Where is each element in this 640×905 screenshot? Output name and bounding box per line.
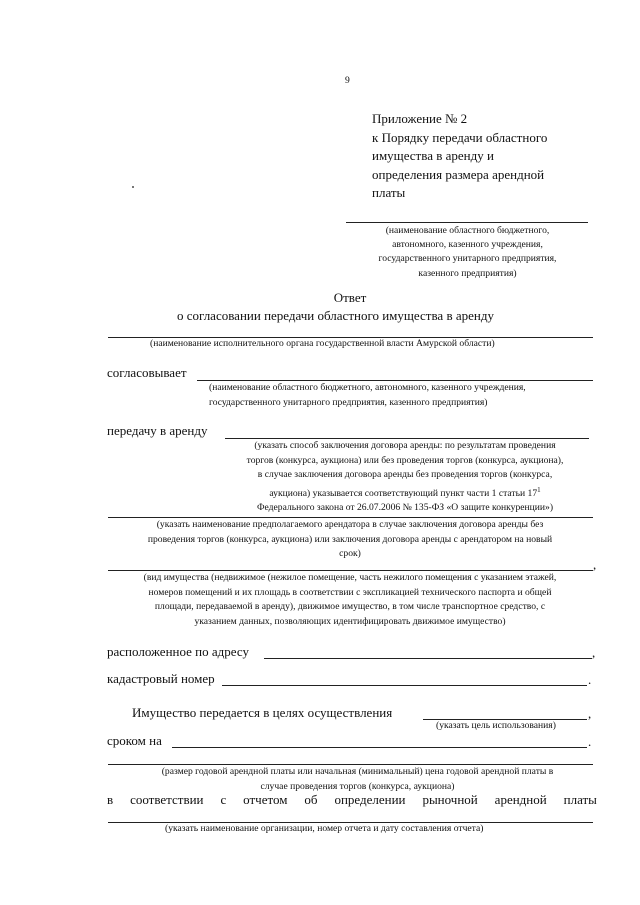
purpose-comma: , (588, 706, 592, 721)
property-hint (100, 571, 600, 629)
term-line (172, 747, 587, 748)
tenant-hint (100, 518, 600, 562)
addressee-hint-line: казенного предприятия) (418, 267, 517, 279)
document-title: Ответ (333, 290, 367, 305)
agrees-hint (209, 381, 526, 410)
transfer-hint (205, 439, 605, 516)
address-line (264, 658, 592, 659)
purpose-hint: (указать цель использования) (436, 720, 556, 731)
report-word: платы (563, 792, 597, 807)
report-word: об (304, 792, 318, 807)
appendix-line: Приложение № 2 (372, 111, 468, 126)
report-hint: (указать наименование организации, номер отчета и дату составления отчета) (165, 823, 484, 834)
report-word: в (107, 792, 114, 807)
address-comma: , (592, 645, 596, 660)
agrees-hint-line: (наименование областного бюджетного, автономного, казенного учреждения, (209, 382, 526, 393)
report-word: рыночной (422, 792, 478, 807)
purpose-label: Имущество передается в целях осуществления (132, 705, 393, 720)
report-word: арендной (494, 792, 547, 807)
property-comma: , (593, 557, 597, 572)
transfer-hint-line: (указать способ заключения договора аренды: по результатам проведения (254, 440, 556, 451)
addressee-hint-line: государственного унитарного предприятия, (378, 253, 557, 265)
addressee-line (346, 222, 588, 223)
appendix-line: имущества в аренду и (372, 148, 494, 163)
term-label: сроком на (107, 733, 162, 748)
document-subtitle: о согласовании передачи областного имущества в аренду (177, 308, 494, 323)
addressee-hint (340, 224, 595, 281)
scan-dot (132, 186, 134, 188)
transfer-hint-text: аукциона) указывается соответствующий пункт части 1 статьи 17 (269, 487, 538, 499)
agrees-hint-line: государственного унитарного предприятия, казенного предприятия) (209, 396, 488, 408)
term-dot: . (588, 734, 592, 749)
addressee-hint-line: автономного, казенного учреждения, (392, 239, 543, 251)
footnote-mark: 1 (537, 485, 541, 494)
rent-hint (110, 765, 605, 794)
appendix-line: платы (372, 185, 406, 200)
transfer-hint-line (205, 483, 605, 502)
cadastral-dot: . (588, 672, 592, 687)
addressee-hint-line: (наименование областного бюджетного, (385, 225, 550, 236)
address-label: расположенное по адресу (107, 644, 249, 659)
property-hint-line: номеров помещений и их площадь в соответствии с экспликацией технического паспорта и общей (148, 586, 552, 598)
tenant-hint-line: (указать наименование предполагаемого арендатора в случае заключения договора аренды без (156, 519, 544, 530)
report-word: определении (334, 792, 406, 807)
report-word: отчетом (243, 792, 288, 807)
page-number: 9 (345, 75, 350, 86)
rent-hint-line: (размер годовой арендной платы или начальная (минимальный) цена годовой арендной платы в (161, 766, 554, 777)
rent-hint-line: случае проведения торгов (конкурса, аукциона) (260, 780, 455, 792)
cadastral-label: кадастровый номер (107, 671, 215, 686)
transfer-label: передачу в аренду (107, 423, 208, 438)
property-hint-line: указанием данных, позволяющих идентифицировать движимое имущество) (194, 615, 506, 627)
property-hint-line: площади, передаваемой в аренду), движимое имущество, в том числе транспортное средство, с (154, 601, 546, 612)
appendix-block (372, 110, 547, 203)
appendix-line: определения размера арендной (372, 166, 545, 182)
transfer-hint-line: торгов (конкурса, аукциона) или без проведения торгов (конкурса, аукциона), (246, 454, 564, 466)
property-hint-line: (вид имущества (недвижимое (нежилое помещение, часть нежилого помещения с указанием этажей, (143, 572, 557, 583)
appendix-line: к Порядку передачи областного (372, 129, 548, 145)
report-word: соответствии (130, 792, 204, 807)
transfer-hint-line: Федерального закона от 26.07.2006 № 135-ФЗ «О защите конкуренции») (256, 502, 554, 514)
org-hint: (наименование исполнительного органа государственной власти Амурской области) (150, 338, 495, 349)
transfer-hint-line: в случае заключения договора аренды без проведения торгов (конкурса, (257, 469, 553, 480)
tenant-hint-line: срок) (339, 548, 361, 559)
report-word: с (220, 792, 227, 807)
tenant-hint-line: проведения торгов (конкурса, аукциона) или заключения договора аренды с арендатором на новый (147, 533, 553, 545)
report-sentence (107, 792, 597, 808)
cadastral-line (222, 685, 587, 686)
agrees-label: согласовывает (107, 365, 187, 380)
